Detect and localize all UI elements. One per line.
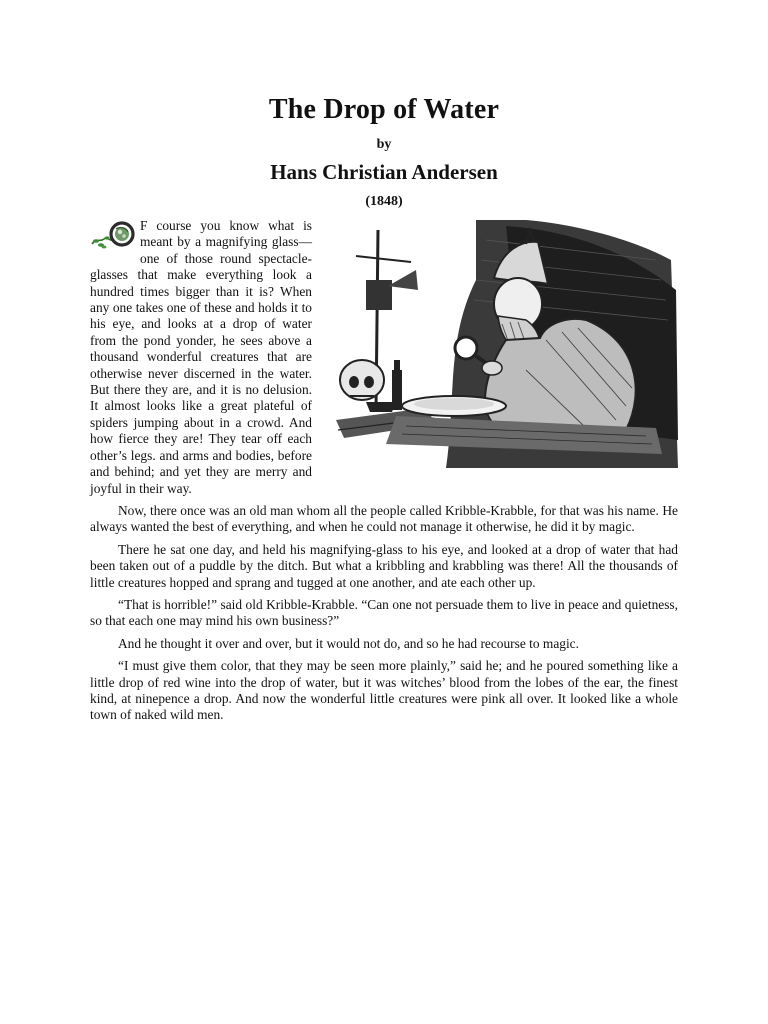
document-title: The Drop of Water	[268, 94, 500, 125]
byline-by: by	[376, 137, 392, 152]
paragraph-2: Now, there once was an old man whom all the people called Kribble-Krabble, for that was his name. He always wanted the best of everything, and when he could not manage it otherwise, he did it by magic.	[90, 502, 678, 535]
paragraph-3: There he sat one day, and held his magnifying-glass to his eye, and looked at a drop of water that had been taken out of a puddle by the ditch. But what a kribbling and krabbling was there! All the thousands of little creatures hopped and sprang and tugged at one another, and ate each other up.	[90, 541, 678, 590]
paragraph-6: “I must give them color, that they may be seen more plainly,” said he; and he poured something like a little drop of red wine into the drop of water, but it was witches’ blood from the lobes of the ear, the finest kind, at ninepence a drop. And now the wonderful little creatures were pink all over. It looked like a whole town of naked wild men.	[90, 658, 678, 723]
paragraph-4: “That is horrible!” said old Kribble-Krabble. “Can one not persuade them to live in peace and quietness, so that each one may mind his own business?”	[90, 596, 678, 629]
publication-year: (1848)	[365, 194, 403, 209]
paragraph-1	[90, 218, 678, 497]
paragraph-5: And he thought it over and over, but it would not do, and so he had recourse to magic.	[118, 635, 579, 651]
author-name: Hans Christian Andersen	[270, 160, 498, 184]
ornamental-O-with-vine-icon	[90, 220, 136, 254]
story-body	[90, 218, 678, 730]
old-man-with-magnifying-glass-illustration	[326, 220, 678, 468]
paragraph-1-text: F course you know what is meant by a magnifying glass—one of those round spectacle-glasses that make everything look a hundred times bigger than it is? When any one takes one of these and holds it to his eye, and looks at a drop of water from the pond yonder, he sees above a thousand wonderful creatures that are otherwise never discerned in the water. But there they are, and it is no delusion. It almost looks like a great plateful of spiders jumping about in a crowd. And how fierce they are! They tear off each other’s legs. and arms and bodies, before and behind; and yet they are merry and joyful in their way.	[90, 218, 312, 496]
